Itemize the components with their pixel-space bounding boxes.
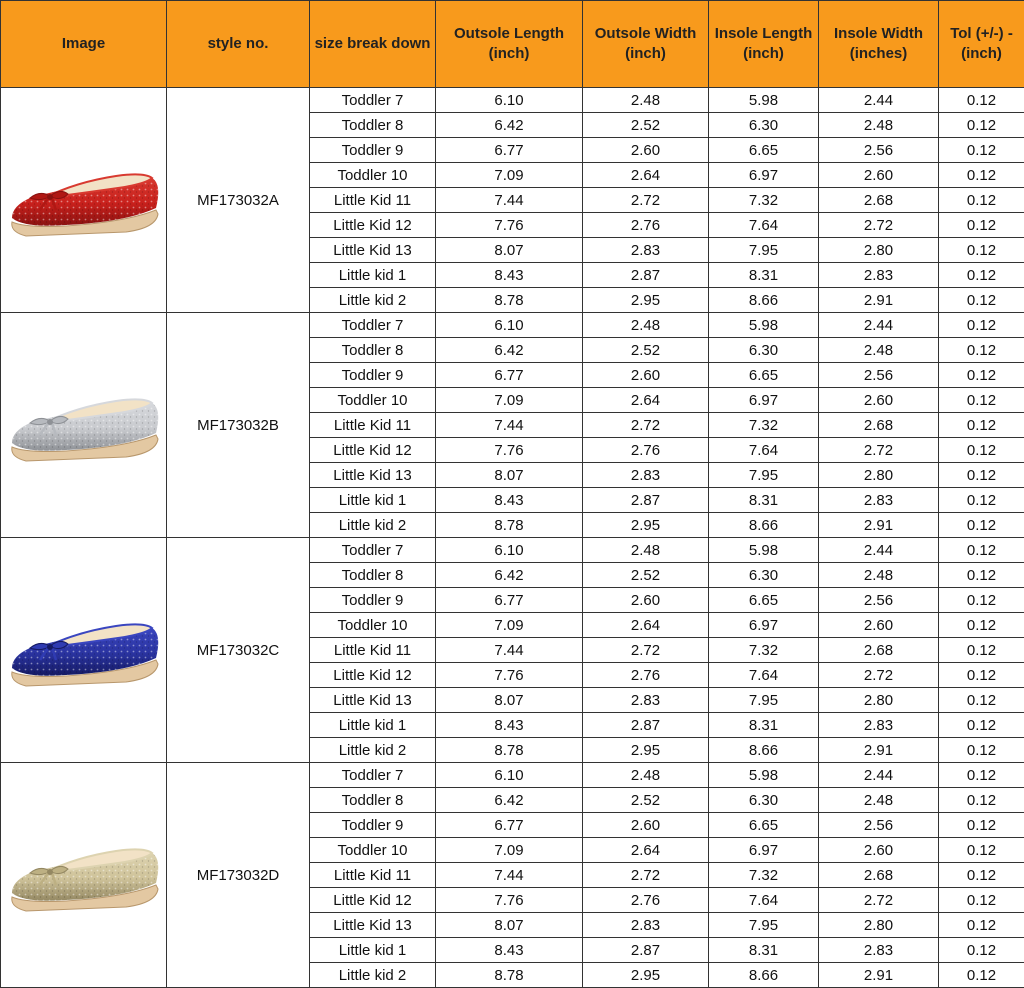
outsole-width-cell: 2.95	[583, 963, 709, 988]
outsole-width-cell: 2.48	[583, 313, 709, 338]
outsole-width-cell: 2.64	[583, 163, 709, 188]
size-cell: Little Kid 11	[310, 413, 436, 438]
size-cell: Toddler 10	[310, 163, 436, 188]
table-body	[1, 88, 1024, 988]
insole-length-cell: 7.64	[709, 663, 819, 688]
insole-length-cell: 7.32	[709, 413, 819, 438]
insole-length-cell: 7.32	[709, 863, 819, 888]
outsole-length-cell: 7.09	[436, 163, 583, 188]
outsole-length-cell: 6.77	[436, 813, 583, 838]
header-insole-width: Insole Width (inches)	[819, 1, 939, 88]
insole-length-cell: 5.98	[709, 88, 819, 113]
product-image-cell	[1, 88, 167, 313]
insole-width-cell: 2.44	[819, 763, 939, 788]
outsole-length-cell: 6.10	[436, 538, 583, 563]
size-cell: Toddler 10	[310, 838, 436, 863]
tolerance-cell: 0.12	[939, 438, 1024, 463]
outsole-width-cell: 2.60	[583, 363, 709, 388]
insole-length-cell: 7.95	[709, 913, 819, 938]
size-cell: Toddler 9	[310, 588, 436, 613]
tolerance-cell: 0.12	[939, 863, 1024, 888]
size-cell: Little kid 1	[310, 938, 436, 963]
insole-width-cell: 2.80	[819, 238, 939, 263]
tolerance-cell: 0.12	[939, 313, 1024, 338]
size-cell: Toddler 10	[310, 613, 436, 638]
outsole-width-cell: 2.72	[583, 188, 709, 213]
insole-length-cell: 7.95	[709, 238, 819, 263]
product-image-cell	[1, 538, 167, 763]
gold-glitter-flat-image	[6, 827, 162, 923]
header-outsole-width: Outsole Width (inch)	[583, 1, 709, 88]
tolerance-cell: 0.12	[939, 713, 1024, 738]
tolerance-cell: 0.12	[939, 163, 1024, 188]
outsole-width-cell: 2.95	[583, 513, 709, 538]
tolerance-cell: 0.12	[939, 888, 1024, 913]
insole-length-cell: 6.65	[709, 588, 819, 613]
outsole-width-cell: 2.60	[583, 588, 709, 613]
outsole-length-cell: 6.10	[436, 88, 583, 113]
tolerance-cell: 0.12	[939, 213, 1024, 238]
insole-width-cell: 2.80	[819, 463, 939, 488]
insole-length-cell: 7.64	[709, 888, 819, 913]
tolerance-cell: 0.12	[939, 938, 1024, 963]
size-cell: Little kid 2	[310, 513, 436, 538]
outsole-length-cell: 7.76	[436, 888, 583, 913]
outsole-length-cell: 8.07	[436, 238, 583, 263]
outsole-length-cell: 7.76	[436, 213, 583, 238]
outsole-width-cell: 2.95	[583, 738, 709, 763]
insole-length-cell: 6.65	[709, 363, 819, 388]
outsole-width-cell: 2.48	[583, 88, 709, 113]
insole-length-cell: 7.95	[709, 463, 819, 488]
outsole-length-cell: 8.43	[436, 488, 583, 513]
header-size-break-down: size break down	[310, 1, 436, 88]
outsole-length-cell: 7.44	[436, 638, 583, 663]
size-cell: Little Kid 13	[310, 688, 436, 713]
outsole-length-cell: 7.44	[436, 863, 583, 888]
insole-width-cell: 2.44	[819, 88, 939, 113]
size-cell: Toddler 9	[310, 138, 436, 163]
tolerance-cell: 0.12	[939, 838, 1024, 863]
outsole-width-cell: 2.72	[583, 863, 709, 888]
insole-length-cell: 8.31	[709, 263, 819, 288]
size-cell: Little Kid 12	[310, 663, 436, 688]
outsole-length-cell: 7.44	[436, 413, 583, 438]
insole-length-cell: 6.30	[709, 563, 819, 588]
outsole-length-cell: 6.77	[436, 138, 583, 163]
tolerance-cell: 0.12	[939, 638, 1024, 663]
insole-width-cell: 2.60	[819, 613, 939, 638]
insole-length-cell: 6.97	[709, 163, 819, 188]
tolerance-cell: 0.12	[939, 338, 1024, 363]
insole-length-cell: 6.30	[709, 338, 819, 363]
insole-width-cell: 2.83	[819, 488, 939, 513]
red-glitter-flat-image	[6, 152, 162, 248]
size-cell: Little kid 1	[310, 488, 436, 513]
insole-length-cell: 5.98	[709, 538, 819, 563]
insole-length-cell: 7.32	[709, 638, 819, 663]
table-row	[1, 538, 1024, 563]
outsole-width-cell: 2.64	[583, 388, 709, 413]
insole-width-cell: 2.68	[819, 188, 939, 213]
insole-length-cell: 5.98	[709, 763, 819, 788]
outsole-length-cell: 6.42	[436, 338, 583, 363]
outsole-length-cell: 6.77	[436, 588, 583, 613]
insole-length-cell: 5.98	[709, 313, 819, 338]
insole-width-cell: 2.68	[819, 413, 939, 438]
insole-width-cell: 2.48	[819, 788, 939, 813]
style-number-cell: MF173032C	[167, 538, 310, 763]
insole-width-cell: 2.60	[819, 388, 939, 413]
tolerance-cell: 0.12	[939, 663, 1024, 688]
outsole-width-cell: 2.95	[583, 288, 709, 313]
insole-width-cell: 2.44	[819, 538, 939, 563]
size-cell: Toddler 7	[310, 88, 436, 113]
tolerance-cell: 0.12	[939, 388, 1024, 413]
style-number-cell: MF173032D	[167, 763, 310, 988]
insole-length-cell: 6.97	[709, 838, 819, 863]
size-cell: Toddler 7	[310, 313, 436, 338]
outsole-length-cell: 8.43	[436, 713, 583, 738]
table-row	[1, 88, 1024, 113]
size-cell: Toddler 9	[310, 813, 436, 838]
outsole-width-cell: 2.52	[583, 338, 709, 363]
tolerance-cell: 0.12	[939, 763, 1024, 788]
outsole-width-cell: 2.83	[583, 688, 709, 713]
outsole-width-cell: 2.52	[583, 788, 709, 813]
insole-width-cell: 2.80	[819, 688, 939, 713]
size-cell: Little Kid 11	[310, 863, 436, 888]
outsole-width-cell: 2.87	[583, 488, 709, 513]
insole-width-cell: 2.68	[819, 863, 939, 888]
outsole-width-cell: 2.83	[583, 913, 709, 938]
product-image-cell	[1, 763, 167, 988]
outsole-width-cell: 2.72	[583, 413, 709, 438]
outsole-width-cell: 2.64	[583, 613, 709, 638]
outsole-length-cell: 7.09	[436, 388, 583, 413]
tolerance-cell: 0.12	[939, 588, 1024, 613]
insole-length-cell: 6.65	[709, 138, 819, 163]
header-image: Image	[1, 1, 167, 88]
insole-length-cell: 7.64	[709, 438, 819, 463]
tolerance-cell: 0.12	[939, 463, 1024, 488]
table-row	[1, 763, 1024, 788]
outsole-width-cell: 2.48	[583, 538, 709, 563]
tolerance-cell: 0.12	[939, 688, 1024, 713]
tolerance-cell: 0.12	[939, 788, 1024, 813]
outsole-length-cell: 8.07	[436, 913, 583, 938]
insole-width-cell: 2.91	[819, 288, 939, 313]
tolerance-cell: 0.12	[939, 488, 1024, 513]
style-number-cell: MF173032A	[167, 88, 310, 313]
insole-length-cell: 7.95	[709, 688, 819, 713]
tolerance-cell: 0.12	[939, 113, 1024, 138]
blue-glitter-flat-image	[6, 602, 162, 698]
insole-length-cell: 6.97	[709, 613, 819, 638]
size-cell: Little Kid 12	[310, 438, 436, 463]
tolerance-cell: 0.12	[939, 238, 1024, 263]
insole-length-cell: 6.65	[709, 813, 819, 838]
outsole-length-cell: 7.76	[436, 663, 583, 688]
outsole-length-cell: 7.09	[436, 613, 583, 638]
size-cell: Toddler 7	[310, 538, 436, 563]
insole-width-cell: 2.48	[819, 338, 939, 363]
insole-width-cell: 2.60	[819, 163, 939, 188]
tolerance-cell: 0.12	[939, 738, 1024, 763]
style-number-cell: MF173032B	[167, 313, 310, 538]
outsole-length-cell: 8.07	[436, 463, 583, 488]
insole-length-cell: 7.64	[709, 213, 819, 238]
outsole-width-cell: 2.76	[583, 213, 709, 238]
outsole-width-cell: 2.52	[583, 113, 709, 138]
insole-width-cell: 2.72	[819, 663, 939, 688]
insole-length-cell: 8.31	[709, 938, 819, 963]
tolerance-cell: 0.12	[939, 88, 1024, 113]
header-tolerance: Tol (+/-) - (inch)	[939, 1, 1024, 88]
insole-width-cell: 2.72	[819, 438, 939, 463]
outsole-length-cell: 6.42	[436, 113, 583, 138]
header-style-no: style no.	[167, 1, 310, 88]
outsole-width-cell: 2.87	[583, 263, 709, 288]
size-cell: Little kid 2	[310, 288, 436, 313]
insole-width-cell: 2.91	[819, 513, 939, 538]
tolerance-cell: 0.12	[939, 963, 1024, 988]
size-cell: Toddler 8	[310, 113, 436, 138]
outsole-width-cell: 2.72	[583, 638, 709, 663]
tolerance-cell: 0.12	[939, 813, 1024, 838]
insole-length-cell: 7.32	[709, 188, 819, 213]
size-cell: Little Kid 13	[310, 913, 436, 938]
outsole-width-cell: 2.87	[583, 713, 709, 738]
outsole-width-cell: 2.48	[583, 763, 709, 788]
insole-length-cell: 8.31	[709, 713, 819, 738]
product-image-cell	[1, 313, 167, 538]
insole-width-cell: 2.83	[819, 713, 939, 738]
size-cell: Toddler 8	[310, 338, 436, 363]
outsole-width-cell: 2.64	[583, 838, 709, 863]
outsole-width-cell: 2.83	[583, 463, 709, 488]
outsole-length-cell: 8.43	[436, 263, 583, 288]
size-cell: Toddler 8	[310, 788, 436, 813]
insole-width-cell: 2.48	[819, 113, 939, 138]
header-insole-length: Insole Length (inch)	[709, 1, 819, 88]
size-cell: Little Kid 13	[310, 463, 436, 488]
insole-width-cell: 2.91	[819, 963, 939, 988]
size-cell: Little Kid 12	[310, 888, 436, 913]
header-outsole-length: Outsole Length (inch)	[436, 1, 583, 88]
insole-width-cell: 2.83	[819, 938, 939, 963]
insole-width-cell: 2.60	[819, 838, 939, 863]
insole-length-cell: 8.66	[709, 738, 819, 763]
outsole-length-cell: 6.42	[436, 563, 583, 588]
tolerance-cell: 0.12	[939, 913, 1024, 938]
insole-length-cell: 8.66	[709, 513, 819, 538]
outsole-length-cell: 8.78	[436, 288, 583, 313]
outsole-length-cell: 8.78	[436, 513, 583, 538]
outsole-length-cell: 7.76	[436, 438, 583, 463]
silver-glitter-flat-image	[6, 377, 162, 473]
outsole-width-cell: 2.52	[583, 563, 709, 588]
outsole-length-cell: 8.43	[436, 938, 583, 963]
insole-length-cell: 8.66	[709, 963, 819, 988]
insole-width-cell: 2.56	[819, 138, 939, 163]
outsole-length-cell: 7.09	[436, 838, 583, 863]
outsole-width-cell: 2.83	[583, 238, 709, 263]
insole-width-cell: 2.48	[819, 563, 939, 588]
tolerance-cell: 0.12	[939, 288, 1024, 313]
tolerance-cell: 0.12	[939, 188, 1024, 213]
tolerance-cell: 0.12	[939, 263, 1024, 288]
size-cell: Toddler 10	[310, 388, 436, 413]
insole-length-cell: 8.66	[709, 288, 819, 313]
outsole-length-cell: 8.78	[436, 738, 583, 763]
outsole-width-cell: 2.76	[583, 438, 709, 463]
insole-length-cell: 8.31	[709, 488, 819, 513]
outsole-width-cell: 2.76	[583, 663, 709, 688]
insole-length-cell: 6.30	[709, 113, 819, 138]
size-cell: Little kid 1	[310, 263, 436, 288]
outsole-width-cell: 2.60	[583, 138, 709, 163]
size-cell: Little kid 1	[310, 713, 436, 738]
insole-length-cell: 6.30	[709, 788, 819, 813]
insole-width-cell: 2.56	[819, 363, 939, 388]
tolerance-cell: 0.12	[939, 138, 1024, 163]
tolerance-cell: 0.12	[939, 363, 1024, 388]
insole-width-cell: 2.72	[819, 888, 939, 913]
outsole-length-cell: 6.10	[436, 763, 583, 788]
insole-width-cell: 2.72	[819, 213, 939, 238]
size-cell: Toddler 7	[310, 763, 436, 788]
size-cell: Little Kid 13	[310, 238, 436, 263]
outsole-length-cell: 6.10	[436, 313, 583, 338]
insole-width-cell: 2.68	[819, 638, 939, 663]
tolerance-cell: 0.12	[939, 563, 1024, 588]
insole-width-cell: 2.80	[819, 913, 939, 938]
insole-width-cell: 2.56	[819, 813, 939, 838]
insole-width-cell: 2.56	[819, 588, 939, 613]
tolerance-cell: 0.12	[939, 413, 1024, 438]
size-cell: Little kid 2	[310, 738, 436, 763]
outsole-length-cell: 8.07	[436, 688, 583, 713]
insole-width-cell: 2.91	[819, 738, 939, 763]
outsole-length-cell: 6.77	[436, 363, 583, 388]
outsole-width-cell: 2.76	[583, 888, 709, 913]
size-cell: Little Kid 11	[310, 638, 436, 663]
outsole-length-cell: 8.78	[436, 963, 583, 988]
tolerance-cell: 0.12	[939, 513, 1024, 538]
size-cell: Little Kid 12	[310, 213, 436, 238]
size-cell: Little kid 2	[310, 963, 436, 988]
outsole-length-cell: 6.42	[436, 788, 583, 813]
insole-length-cell: 6.97	[709, 388, 819, 413]
table-row	[1, 313, 1024, 338]
tolerance-cell: 0.12	[939, 613, 1024, 638]
outsole-width-cell: 2.87	[583, 938, 709, 963]
outsole-length-cell: 7.44	[436, 188, 583, 213]
insole-width-cell: 2.44	[819, 313, 939, 338]
size-cell: Toddler 9	[310, 363, 436, 388]
size-cell: Toddler 8	[310, 563, 436, 588]
header-row	[1, 1, 1024, 88]
tolerance-cell: 0.12	[939, 538, 1024, 563]
insole-width-cell: 2.83	[819, 263, 939, 288]
size-cell: Little Kid 11	[310, 188, 436, 213]
outsole-width-cell: 2.60	[583, 813, 709, 838]
